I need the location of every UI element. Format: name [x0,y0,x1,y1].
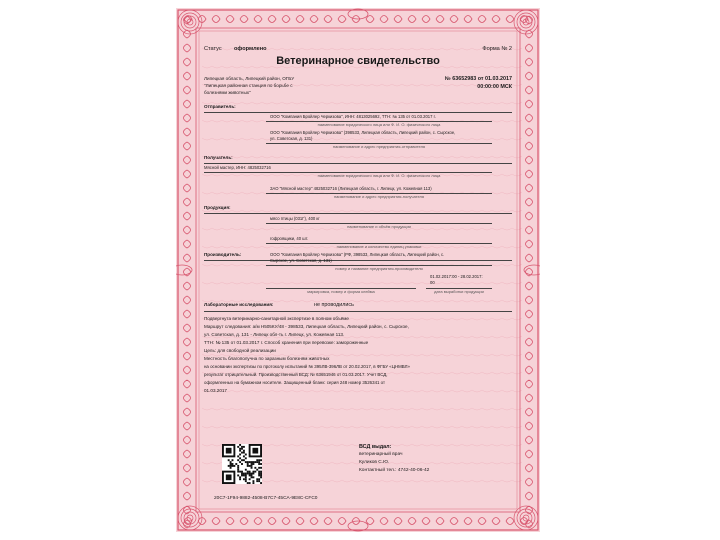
issuer-line-2: "Липецкая районная станция по борьбе с [204,83,293,88]
body-line: Цель: для свободной реализации [204,348,276,353]
signature-name: Куликов С.Ю. [359,460,390,465]
divider [204,112,512,113]
page-title: Ветеринарное свидетельство [276,55,440,67]
producer-line-1b: Сырское, ул. Советская, д. 131) [270,258,332,263]
body-line: ТТН: № 135 от 01.03.2017 г. Способ хранения при перевозке: замороженные [204,340,369,345]
body-line: Маршрут следования: а/м Н505КУ/48 - 398533, Липецкая область, Липецкий район, с. Сырское, [204,324,409,329]
issuer-line-1: Липецкая область, Липецкий район, ОГБУ [204,76,295,81]
body-line: Подвергнута ветеринарно-санитарной экспертизе в полном объёме [204,316,349,321]
producer-line-1: ООО "Компания Бройлер Черкизова" (РФ, 398533, Липецкая область, Липецкий район, с. [270,252,445,257]
body-line: ул. Советская, д. 131 - Липецк обл-ть г. Липецк, ул. Кожевная 113. [204,332,345,337]
sender-caption-1: наименование юридического лица или Ф. И. О. физического лица [317,122,441,127]
certificate-number: № 63652983 от 01.03.2017 [444,76,512,82]
qr-code-text: 20C7-1F94-9882-4508-B7C7-45CA-9E8C-CFC0 [214,496,318,501]
sender-line-1: ООО "Компания Бройлер Черкизова", ИНН: 4813025692, ТТН: № 135 от 01.03.2017 г. [270,114,436,119]
signature-phone: Контактный тел.: 4742-40-06-42 [359,468,430,473]
divider [204,213,512,214]
product-line-2: гофроящики, 40 шт. [270,236,309,241]
product-line-1: мясо птицы (031Г), 400 кг [270,216,320,221]
sender-line-2b: ул. Советская, д. 131) [270,136,313,141]
recipient-label: Получатель: [204,155,233,160]
production-date-caption: дата выработки продукции [434,289,484,294]
body-line: Местность благополучна по заразным болезням животных [204,356,330,361]
sender-label: Отправитель: [204,104,236,109]
certificate-sheet [176,8,540,532]
issuer-line-3: болезнями животных" [204,90,251,95]
sender-line-2: ООО "Компания Бройлер Черкизова" (398533, Липецкая область, Липецкий район, с. Сырское, [270,130,456,135]
marking-caption: маркировка, номер и форма клейма [307,289,375,294]
product-caption-2: наименование и количество единиц упаковки [336,244,422,249]
certificate-content [204,38,512,508]
producer-label: Производитель: [204,252,242,257]
body-line: оформленных на бумажном носителе. Защищенный бланк: серия 248 номер 3526341 от [204,380,386,385]
production-dates-2: 00 [430,280,435,285]
certificate-time: 00:00:00 МСК [477,84,512,90]
body-line: результат отрицательный. Производственный ВСД: № 63651946 от 01.03.2017. Учет ВСД, [204,372,388,377]
body-line: на основании экспертизы по протоколу испытаний № 395ЛВ-396ЛВ от 20.02.2017, в ФГБУ «ЦНМВЛ» [204,364,410,369]
signature-title: ВСД выдал: [359,444,392,450]
form-label: Форма № 2 [482,46,512,52]
recipient-caption-1: наименование юридического лица или Ф. И. О. физического лица [317,173,441,178]
sender-caption-2: наименование и адрес предприятия-отправителя [332,144,426,149]
status-value: оформлено [234,46,267,52]
divider [204,163,512,164]
divider [204,311,512,312]
recipient-caption-2: наименование и адрес предприятия-получателя [333,194,425,199]
lab-label: Лабораторные исследования: [204,302,274,307]
lab-value: не проводились [314,302,354,308]
qr-code [222,444,262,484]
product-label: Продукция: [204,205,231,210]
signature-role: ветеринарный врач [359,452,403,457]
recipient-line-1: Мясной мастер, ИНН: 4825032716 [204,165,271,170]
product-caption-1: наименование и объём продукции [347,224,411,229]
status-label: Статус [204,46,222,52]
production-dates: 01.02.2017:00 - 28.02.2017: [430,274,483,279]
producer-caption-1: номер и название предприятия-производителя [335,266,423,271]
body-line: 01.03.2017 [204,388,227,393]
divider [204,260,512,261]
recipient-line-2: ЗАО "Мясной мастер" 4825032716 (Липецкая область, г. Липецк, ул. Кожевная 113) [270,186,432,191]
